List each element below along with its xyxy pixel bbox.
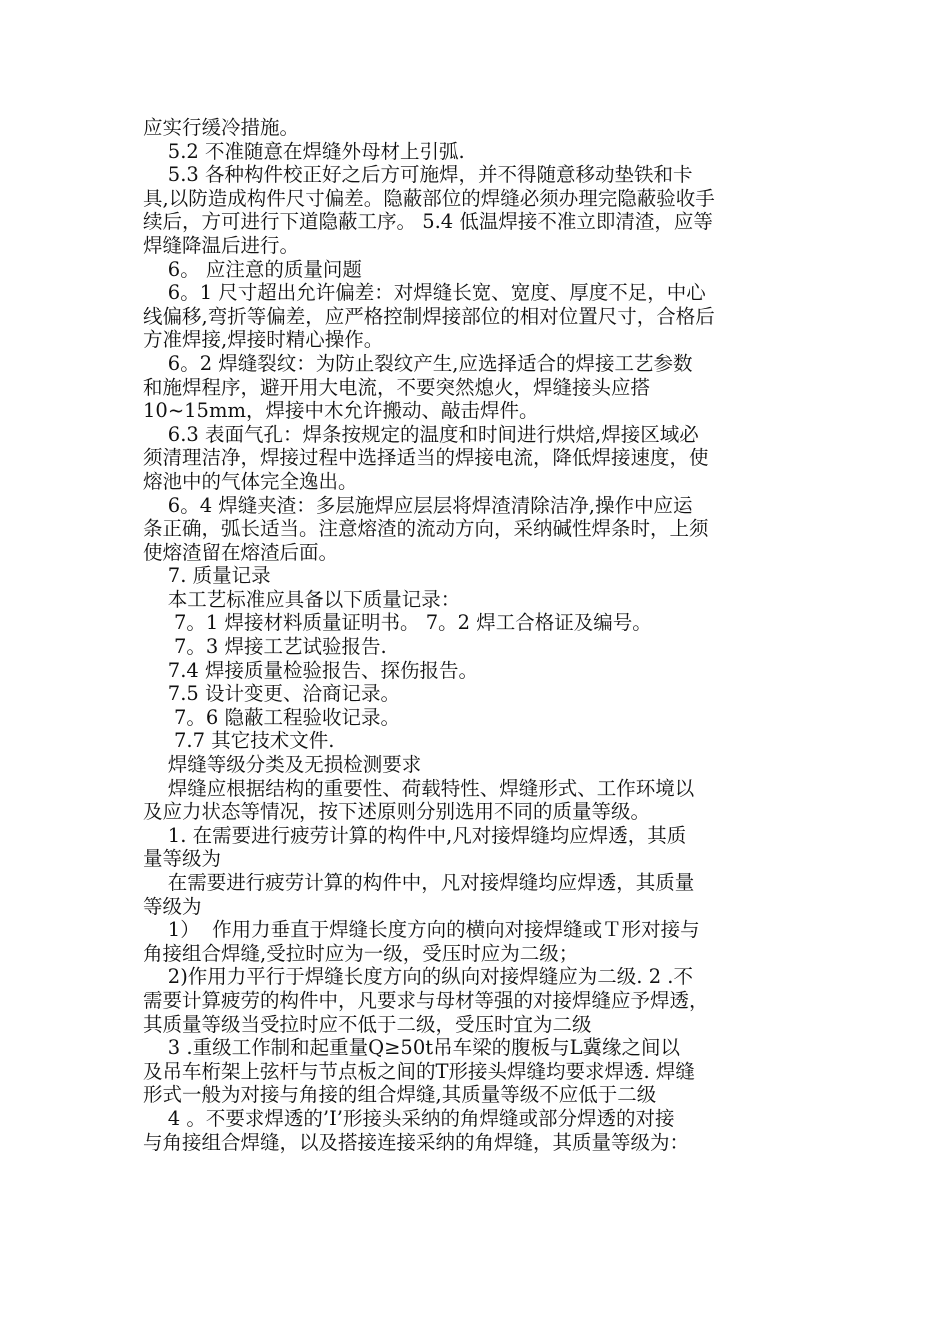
text-line: 6。2 焊缝裂纹：为防止裂纹产生,应选择适合的焊接工艺参数	[143, 351, 693, 375]
text-line: 条正确，弧长适当。注意熔渣的流动方向，采纳碱性焊条时，上须	[143, 517, 709, 541]
text-line: 7. 质量记录	[143, 564, 271, 588]
text-line: 5.2 不准随意在焊缝外母材上引弧.	[143, 139, 465, 163]
text-line: 需要计算疲劳的构件中，凡要求与母材等强的对接焊缝应予焊透，	[143, 988, 709, 1012]
text-line: 使熔渣留在熔渣后面。	[143, 540, 339, 564]
text-line: 5.3 各种构件校正好之后方可施焊，并不得随意移动垫铁和卡	[143, 163, 693, 187]
text-line: 6.3 表面气孔：焊条按规定的温度和时间进行烘焙,焊接区域必	[143, 422, 699, 446]
text-line: 须清理洁净，焊接过程中选择适当的焊接电流，降低焊接速度，使	[143, 446, 709, 470]
text-line: 及应力状态等情况，按下述原则分别选用不同的质量等级。	[143, 800, 651, 824]
text-line: 具,以防造成构件尺寸偏差。隐蔽部位的焊缝必须办理完隐蔽验收手	[143, 186, 715, 210]
document-body	[143, 116, 807, 1154]
text-line: 线偏移,弯折等偏差，应严格控制焊接部位的相对位置尺寸，合格后	[143, 304, 715, 328]
text-line: 形式一般为对接与角接的组合焊缝,其质量等级不应低于二级	[143, 1083, 657, 1107]
text-line: 等级为	[143, 894, 202, 918]
text-line: 4 。不要求焊透的’I’形接头采纳的角焊缝或部分焊透的对接	[143, 1106, 675, 1130]
text-line: 3 .重级工作制和起重量Q≥50t吊车梁的腹板与L冀缘之间以	[143, 1036, 681, 1060]
text-line: 7.4 焊接质量检验报告、探伤报告。	[143, 658, 479, 682]
text-line: 焊缝降温后进行。	[143, 233, 300, 257]
text-line: 方准焊接,焊接时精心操作。	[143, 328, 384, 352]
text-line: 10~15mm，焊接中木允许搬动、敲击焊件。	[143, 399, 539, 423]
text-line: 角接组合焊缝,受拉时应为一级，受压时应为二级；	[143, 941, 579, 965]
text-line: 续后，方可进行下道隐蔽工序。 5.4 低温焊接不准立即清渣，应等	[143, 210, 713, 234]
text-line: 熔池中的气体完全逸出。	[143, 469, 358, 493]
text-line: 及吊车桁架上弦杆与节点板之间的T形接头焊缝均要求焊透. 焊缝	[143, 1059, 695, 1083]
text-line: 其质量等级当受拉时应不低于二级，受压时宜为二级	[143, 1012, 592, 1036]
text-line: 本工艺标准应具备以下质量记录：	[143, 587, 461, 611]
text-line: 与角接组合焊缝，以及搭接连接采纳的角焊缝，其质量等级为：	[143, 1130, 690, 1154]
text-line: 7.5 设计变更、洽商记录。	[143, 682, 401, 706]
text-line: 7.7 其它技术文件.	[143, 729, 335, 753]
text-line: 2)作用力平行于焊缝长度方向的纵向对接焊缝应为二级. 2 .不	[143, 965, 694, 989]
text-line: 6。 应注意的质量问题	[143, 257, 362, 281]
text-line: 6。1 尺寸超出允许偏差：对焊缝长宽、宽度、厚度不足，中心	[143, 281, 706, 305]
text-line: 1. 在需要进行疲劳计算的构件中,凡对接焊缝均应焊透，其质	[143, 823, 687, 847]
text-line: 7。3 焊接工艺试验报告.	[143, 635, 387, 659]
text-line: 1） 作用力垂直于焊缝长度方向的横向对接焊缝或Ｔ形对接与	[143, 918, 700, 942]
text-line: 量等级为	[143, 847, 222, 871]
text-line: 焊缝等级分类及无损检测要求	[143, 753, 422, 777]
text-line: 焊缝应根据结构的重要性、荷载特性、焊缝形式、工作环境以	[143, 776, 695, 800]
text-line: 在需要进行疲劳计算的构件中，凡对接焊缝均应焊透，其质量	[143, 871, 695, 894]
text-line: 和施焊程序，避开用大电流，不要突然熄火，焊缝接头应搭	[143, 375, 651, 399]
text-line: 6。4 焊缝夹渣：多层施焊应层层将焊渣清除洁净,操作中应运	[143, 493, 693, 517]
text-line: 7。6 隐蔽工程验收记录。	[143, 705, 401, 729]
text-line: 7。1 焊接材料质量证明书。 7。2 焊工合格证及编号。	[143, 611, 652, 635]
text-line: 应实行缓冷措施。	[143, 116, 300, 139]
